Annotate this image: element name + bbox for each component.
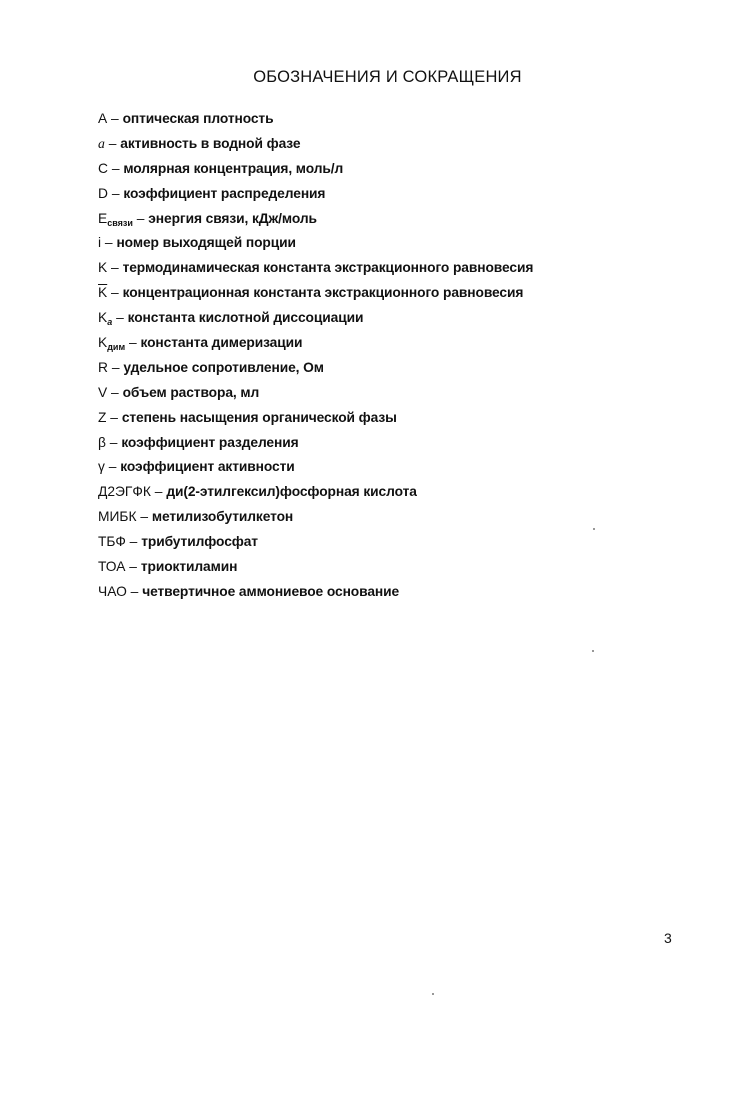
abbreviation-term: K <box>98 260 108 276</box>
abbreviation-dash: – <box>111 359 120 375</box>
abbreviation-term: K <box>98 310 108 326</box>
page-number: 3 <box>664 930 672 946</box>
abbreviation-dash: – <box>140 509 149 525</box>
abbreviation-list <box>98 109 533 607</box>
abbreviation-term: γ <box>98 459 105 475</box>
abbreviation-dash: – <box>129 559 137 575</box>
abbreviation-dash: – <box>111 185 120 201</box>
abbreviation-dash: – <box>108 135 117 151</box>
abbreviation-item <box>98 109 533 134</box>
abbreviation-item <box>98 159 533 184</box>
abbreviation-item <box>98 134 533 159</box>
abbreviation-term: ТОА <box>98 559 126 575</box>
abbreviation-dash: – <box>128 335 137 351</box>
abbreviation-dash: – <box>111 285 119 301</box>
abbreviation-dash: – <box>109 434 118 450</box>
abbreviation-item <box>98 433 533 458</box>
abbreviation-definition: ди(2-этилгексил)фосфорная кислота <box>166 484 417 500</box>
abbreviation-definition: коэффициент разделения <box>121 434 299 450</box>
abbreviation-definition: метилизобутилкетон <box>151 509 294 525</box>
abbreviation-term: i <box>98 235 102 251</box>
scan-speck <box>432 993 434 995</box>
abbreviation-dash: – <box>111 260 119 276</box>
abbreviation-term: a <box>98 135 105 151</box>
abbreviation-term: Z <box>98 409 107 425</box>
abbreviation-term: C <box>98 160 108 176</box>
abbreviation-term: E <box>98 210 108 226</box>
abbreviation-term: ЧАО <box>98 583 127 599</box>
abbreviation-definition: константа кислотной диссоциации <box>127 310 364 326</box>
abbreviation-definition: концентрационная константа экстракционного равновесия <box>122 285 524 301</box>
abbreviation-item <box>98 358 533 383</box>
abbreviation-definition: термодинамическая константа экстракционного равновесия <box>122 260 534 276</box>
abbreviation-term: ТБФ <box>98 534 126 550</box>
abbreviation-item <box>98 557 533 582</box>
abbreviation-term: D <box>98 185 108 201</box>
abbreviation-term: А <box>98 111 108 126</box>
abbreviation-dash: – <box>104 235 113 251</box>
scan-speck <box>593 528 595 530</box>
abbreviation-item <box>98 283 533 308</box>
abbreviation-dash: – <box>129 534 138 550</box>
abbreviation-item <box>98 457 533 482</box>
abbreviation-term: R <box>98 359 108 375</box>
abbreviation-dash: – <box>111 160 120 176</box>
abbreviation-definition: коэффициент распределения <box>123 185 326 201</box>
abbreviation-subscript: дим <box>107 342 126 353</box>
abbreviation-item <box>98 482 533 507</box>
abbreviation-term: МИБК <box>98 509 137 525</box>
abbreviation-item <box>98 408 533 433</box>
abbreviation-definition: коэффициент активности <box>120 459 295 475</box>
abbreviation-term: K <box>98 335 108 351</box>
abbreviation-item <box>98 233 533 258</box>
page-title: ОБОЗНАЧЕНИЯ И СОКРАЩЕНИЯ <box>253 68 522 86</box>
abbreviation-definition: удельное сопротивление, Ом <box>123 359 324 375</box>
abbreviation-item <box>98 383 533 408</box>
abbreviation-item <box>98 209 533 234</box>
abbreviation-dash: – <box>108 459 117 475</box>
abbreviation-term: V <box>98 384 108 400</box>
scan-speck <box>592 650 594 652</box>
abbreviation-term: Д2ЭГФК <box>98 484 151 500</box>
abbreviation-item <box>98 532 533 557</box>
abbreviation-item <box>98 184 533 209</box>
abbreviation-term: $\overline{K}$ <box>98 285 108 301</box>
abbreviation-item <box>98 308 533 333</box>
abbreviation-definition: степень насыщения органической фазы <box>121 409 397 425</box>
abbreviation-dash: – <box>154 484 163 500</box>
abbreviation-definition: триоктиламин <box>140 559 238 575</box>
abbreviation-term: β <box>98 434 106 450</box>
abbreviation-subscript: a <box>107 317 113 328</box>
abbreviation-definition: трибутилфосфат <box>141 534 258 550</box>
abbreviation-subscript: связи <box>107 217 133 228</box>
abbreviation-item <box>98 507 533 532</box>
abbreviation-dash: – <box>130 583 139 599</box>
abbreviation-dash: – <box>111 111 119 126</box>
abbreviation-definition: молярная концентрация, моль/л <box>123 160 344 176</box>
abbreviation-dash: – <box>116 310 124 326</box>
abbreviation-dash: – <box>136 210 145 226</box>
abbreviation-definition: четвертичное аммониевое основание <box>142 583 400 599</box>
abbreviation-definition: энергия связи, кДж/моль <box>148 210 317 226</box>
abbreviation-item <box>98 582 533 607</box>
abbreviation-definition: активность в водной фазе <box>120 135 301 151</box>
abbreviation-dash: – <box>110 409 118 425</box>
abbreviation-definition: объем раствора, мл <box>122 384 260 400</box>
abbreviation-definition: оптическая плотность <box>122 111 274 126</box>
abbreviation-definition: константа димеризации <box>140 335 303 351</box>
abbreviation-definition: номер выходящей порции <box>116 235 296 251</box>
abbreviation-item <box>98 333 533 358</box>
abbreviation-dash: – <box>111 384 119 400</box>
abbreviation-item <box>98 258 533 283</box>
